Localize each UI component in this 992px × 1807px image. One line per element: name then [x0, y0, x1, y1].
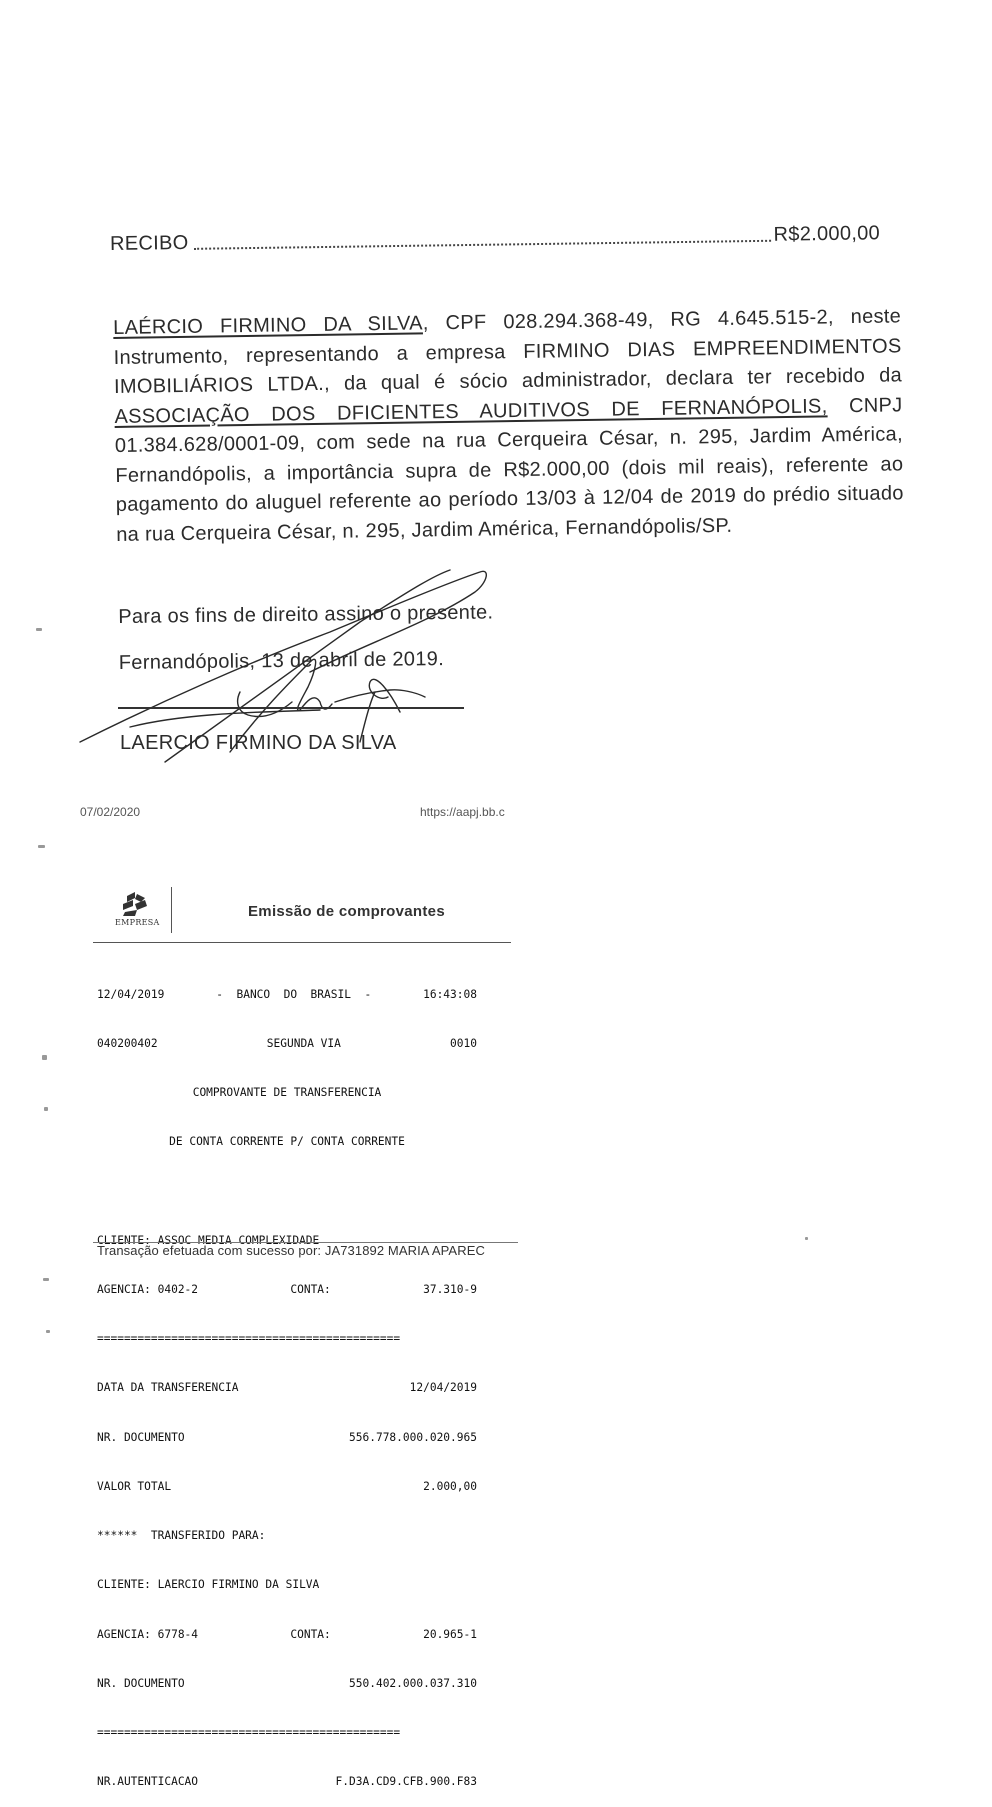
- origin-account-label: CONTA:: [290, 1283, 331, 1297]
- title-rule: [93, 942, 511, 943]
- origin-client: CLIENTE: ASSOC MEDIA COMPLEXIDADE: [97, 1233, 320, 1247]
- logo-divider: [171, 887, 172, 933]
- handwritten-signature: [70, 552, 530, 792]
- transfer-receipt: [97, 954, 477, 1807]
- destination-document-row: [97, 1676, 477, 1692]
- receipt-code-row: [97, 1036, 477, 1052]
- closing-line-1: Para os fins de direito assino o presente.: [118, 601, 494, 628]
- receipt-bank: - BANCO DO BRASIL -: [216, 987, 372, 1001]
- destination-account: 20.965-1: [423, 1627, 477, 1641]
- receipt-header-row: [97, 987, 477, 1003]
- receipt-body: [113, 302, 904, 550]
- print-url: https://aapj.bb.c: [420, 805, 505, 819]
- transfer-date-label: DATA DA TRANSFERENCIA: [97, 1381, 239, 1395]
- authentication-label: NR.AUTENTICACAO: [97, 1775, 199, 1789]
- receipt-type-2: DE CONTA CORRENTE P/ CONTA CORRENTE: [169, 1135, 405, 1149]
- total-value: 2.000,00: [423, 1479, 477, 1493]
- payee-name: LAÉRCIO FIRMINO DA SILVA: [113, 312, 423, 339]
- logo-caption: EMPRESA: [115, 918, 160, 927]
- total-label: VALOR TOTAL: [97, 1479, 172, 1493]
- separator: =============================================: [97, 1332, 401, 1346]
- origin-agency: AGENCIA: 0402-2: [97, 1283, 199, 1297]
- total-row: [97, 1479, 477, 1495]
- recibo-header: [110, 211, 880, 256]
- origin-account: 37.310-9: [423, 1283, 477, 1297]
- print-date: 07/02/2020: [80, 805, 141, 819]
- destination-doc-label: NR. DOCUMENTO: [97, 1676, 185, 1690]
- comprovante-title: Emissão de comprovantes: [248, 903, 445, 920]
- transaction-footer: Transação efetuada com sucesso por: JA731892 MARIA APAREC: [97, 1243, 485, 1258]
- authentication-row: [97, 1774, 477, 1790]
- body-text-1: , CPF 028.294.368-49, RG 4.645.515-2, neste Instrumento, representando a empresa FIRMINO DIAS EMPREENDIMENTOS IMOBILIÁRIOS LTDA., da qual é sócio administrador, declara ter recebido da: [113, 305, 903, 398]
- destination-account-label: CONTA:: [290, 1627, 331, 1641]
- document-label: NR. DOCUMENTO: [97, 1430, 185, 1444]
- receipt-via: SEGUNDA VIA: [266, 1037, 341, 1051]
- banco-do-brasil-logo-icon: [113, 890, 163, 934]
- signatory-name: LAERCIO FIRMINO DA SILVA: [120, 732, 397, 754]
- receipt-date: 12/04/2019: [97, 987, 165, 1001]
- payer-association: ASSOCIAÇÃO DOS DFICIENTES AUDITIVOS DE FERNANÓPOLIS,: [114, 394, 828, 428]
- destination-doc-number: 550.402.000.037.310: [349, 1676, 477, 1690]
- transfer-date: 12/04/2019: [409, 1381, 477, 1395]
- signature-line: [118, 707, 464, 709]
- receipt-code: 040200402: [97, 1037, 158, 1051]
- destination-client: CLIENTE: LAERCIO FIRMINO DA SILVA: [97, 1578, 320, 1592]
- destination-agency: AGENCIA: 6778-4: [97, 1627, 199, 1641]
- transferred-to-label: ****** TRANSFERIDO PARA:: [97, 1529, 266, 1543]
- destination-account-row: [97, 1627, 477, 1643]
- receipt-type-1: COMPROVANTE DE TRANSFERENCIA: [192, 1086, 382, 1100]
- transfer-date-row: [97, 1380, 477, 1396]
- origin-account-row: [97, 1282, 477, 1298]
- receipt-time: 16:43:08: [423, 987, 477, 1001]
- document-row: [97, 1430, 477, 1446]
- separator: =============================================: [97, 1725, 401, 1739]
- body-text-2: CNPJ 01.384.628/0001-09, com sede na rua Cerqueira César, n. 295, Jardim América, Fernandópolis, a importância supra de R$2.000,00 (dois mil reais), referente ao pagamento do aluguel referente ao período 13/03 à 12/04 de 2019 do prédio situado na rua Cerqueira César, n. 295, Jardim América, Fernandópolis/SP.: [114, 393, 904, 546]
- body-paragraph: [113, 302, 904, 550]
- receipt-seq: 0010: [450, 1037, 477, 1051]
- dotted-leader: [195, 239, 771, 250]
- recibo-label: RECIBO: [109, 231, 189, 255]
- recibo-amount: R$2.000,00: [773, 222, 881, 246]
- document-number: 556.778.000.020.965: [349, 1430, 477, 1444]
- authentication-code: F.D3A.CD9.CFB.900.F83: [335, 1775, 477, 1789]
- closing-place-date: Fernandópolis, 13 de abril de 2019.: [118, 648, 445, 674]
